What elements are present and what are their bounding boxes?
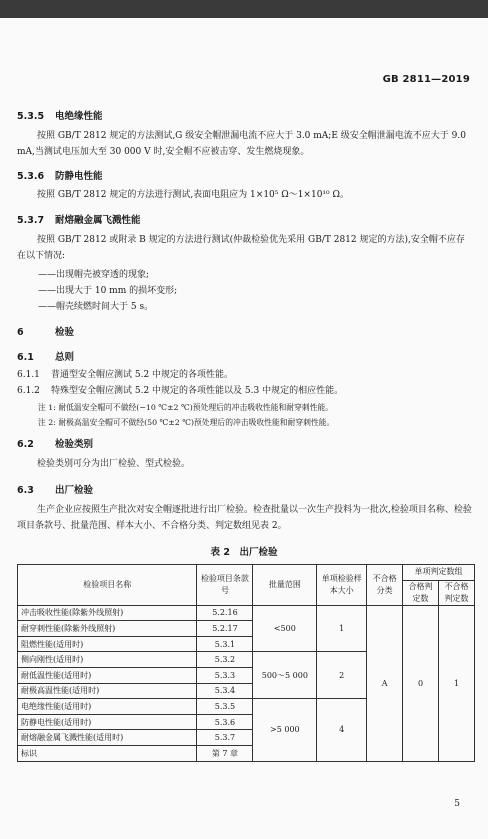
standard-number: GB 2811—2019 [382, 74, 470, 85]
table-row: 防静电性能(适用时) 5.3.6 [18, 714, 475, 730]
page-number: 5 [454, 799, 460, 809]
table-row: 阻燃性能(适用时) 5.3.1 [18, 636, 475, 652]
header-judge: 单项判定数组 [403, 565, 475, 581]
para-6-2: 检验类别可分为出厂检验、型式检验。 [37, 459, 191, 469]
list-item: ——出现大于 10 mm 的损坏变形; [38, 286, 178, 296]
table-row: 耐极高温性能(适用时) 5.3.4 [18, 683, 475, 699]
para-5-3-6: 按照 GB/T 2812 规定的方法进行测试,表面电阻应为 1×10⁵ Ω～1×10¹⁰ Ω。 [37, 190, 349, 200]
heading-6: 6 检验 [17, 327, 75, 338]
header-class: 不合格分类 [367, 565, 403, 606]
sample-cell: 1 [317, 605, 367, 652]
top-bar [0, 0, 488, 18]
table-row: 电绝缘性能(适用时) 5.3.5 >5 000 4 [18, 699, 475, 715]
heading-6-1: 6.1 总则 [17, 352, 75, 363]
para-6-1-2: 6.1.2 特殊型安全帽应测试 5.2 中规定的各项性能以及 5.3 中规定的相应性能。 [17, 386, 344, 396]
sample-cell: 2 [317, 652, 367, 699]
sample-cell: 4 [317, 699, 367, 761]
header-clause: 检验项目条款号 [197, 565, 253, 606]
note-1: 注 1: 耐低温安全帽可不做经(−10 ℃±2 ℃)预处理后的冲击吸收性能和耐穿刺性能。 [38, 403, 334, 412]
table-row: 冲击吸收性能(除紫外线照射) 5.2.16 <500 1 A 0 1 [18, 605, 475, 621]
header-item: 检验项目名称 [18, 565, 197, 606]
header-batch: 批量范围 [253, 565, 317, 606]
accept-cell: 0 [403, 605, 439, 761]
heading-6-2: 6.2 检验类别 [17, 439, 94, 450]
header-reject: 不合格判定数 [439, 580, 475, 605]
reject-cell: 1 [439, 605, 475, 761]
para-5-3-7: 按照 GB/T 2812 或附录 B 规定的方法进行测试(仲裁检验优先采用 GB/T 2812 规定的方法),安全帽不应存在以下情况: [17, 235, 465, 261]
heading-5-3-5: 5.3.5 电绝缘性能 [17, 111, 103, 122]
table-row: 耐低温性能(适用时) 5.3.3 [18, 667, 475, 683]
para-6-3: 生产企业应按照生产批次对安全帽逐批进行出厂检验。检查批量以一次生产投料为一批次,检验项目名称、检验项目条款号、批量范围、样本大小、不合格分类、判定数组见表 2。 [17, 505, 472, 531]
note-2: 注 2: 耐极高温安全帽可不做经(50 ℃±2 ℃)预处理后的冲击吸收性能和耐穿刺性能。 [38, 418, 335, 427]
list-item: ——帽壳续燃时间大于 5 s。 [38, 302, 154, 312]
class-cell: A [367, 605, 403, 761]
inspection-table [17, 564, 475, 762]
para-6-1-1: 6.1.1 普通型安全帽应测试 5.2 中规定的各项性能。 [17, 370, 234, 380]
para-5-3-5: 按照 GB/T 2812 规定的方法测试,G 级安全帽泄漏电流不应大于 3.0 mA;E 级安全帽泄漏电流不应大于 9.0 mA,当测试电压加大至 30 000 V 时,安全帽不应被击穿、发生燃烧现象。 [17, 131, 466, 157]
header-sample: 单项检验样本大小 [317, 565, 367, 606]
table-row: 侧向刚性(适用时) 5.3.2 500～5 000 2 [18, 652, 475, 668]
header-accept: 合格判定数 [403, 580, 439, 605]
heading-5-3-7: 5.3.7 耐熔融金属飞溅性能 [17, 215, 141, 226]
table-row: 耐熔融金属飞溅性能(适用时) 5.3.7 [18, 730, 475, 746]
batch-cell: 500～5 000 [253, 652, 317, 699]
heading-6-3: 6.3 出厂检验 [17, 485, 94, 496]
list-item: ——出现帽壳被穿透的现象; [38, 270, 150, 280]
table-caption: 表 2 出厂检验 [210, 547, 278, 558]
batch-cell: >5 000 [253, 699, 317, 761]
table-row: 耐穿刺性能(除紫外线照射) 5.2.17 [18, 621, 475, 637]
batch-cell: <500 [253, 605, 317, 652]
heading-5-3-6: 5.3.6 防静电性能 [17, 171, 103, 182]
table-row: 标识 第 7 章 [18, 745, 475, 761]
